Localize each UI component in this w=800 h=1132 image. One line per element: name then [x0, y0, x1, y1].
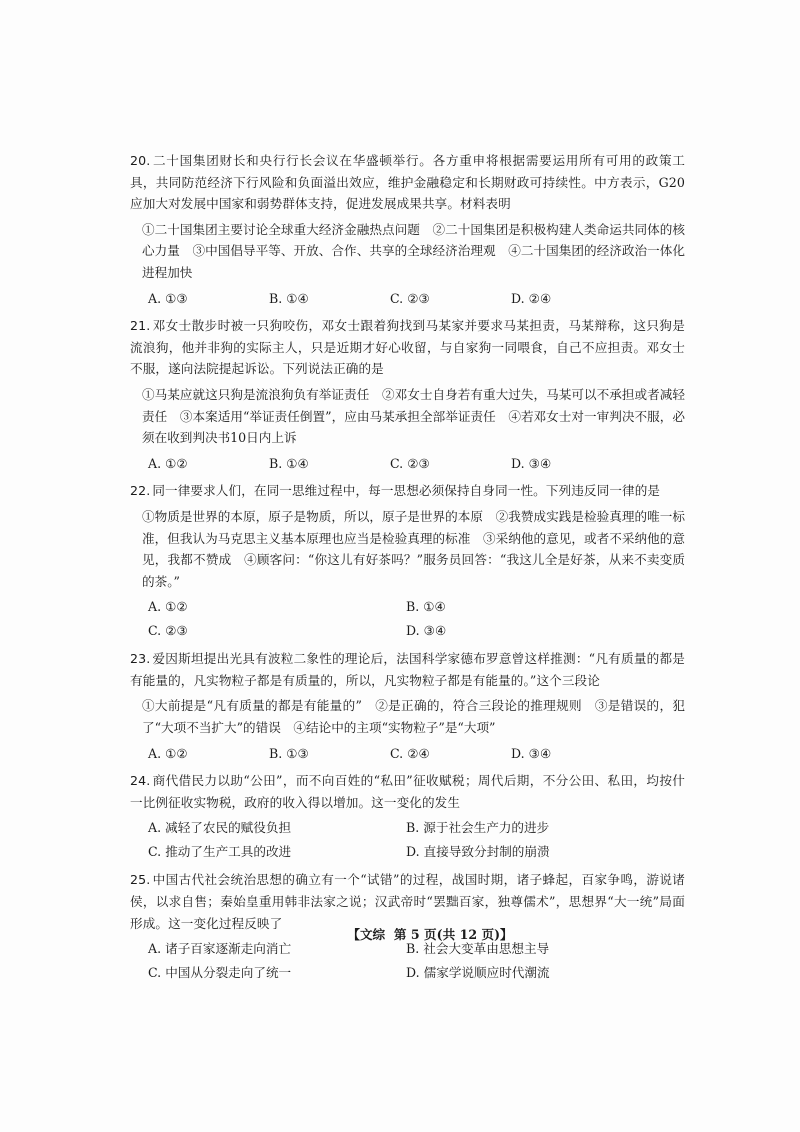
option-d[interactable]: D. ③④	[511, 745, 552, 761]
option-c[interactable]: C. 中国从分裂走向了统一	[148, 965, 292, 981]
option-d[interactable]: D. ③④	[406, 623, 447, 639]
page-footer	[0, 924, 800, 943]
footer-page-info: 第 5 页(共 12 页)	[393, 927, 501, 942]
option-b[interactable]: B. 源于社会生产力的进步	[406, 820, 550, 836]
question-stem	[130, 770, 685, 813]
option-a[interactable]: A. ①③	[148, 290, 188, 306]
answer-options	[148, 743, 685, 765]
question-text: 邓女士散步时被一只狗咬伤，邓女士跟着狗找到马某家并要求马某担责，马某辩称，这只狗是流浪狗，他并非狗的实际主人，只是近期才好心收留，与自家狗一同喂食，自己不应担责。邓女士不服，遂向法院提起诉讼。下列说法正确的是	[130, 318, 685, 377]
question-text: 二十国集团财长和央行行长会议在华盛顿举行。各方重申将根据需要运用所有可用的政策工具，共同防范经济下行风险和负面溢出效应，维护金融稳定和长期财政可持续性。中方表示，G20应加大对发展中国家和弱势群体支持，促进发展成果共享。材料表明	[130, 153, 685, 212]
question-21	[130, 315, 685, 474]
question-text: 同一律要求人们，在同一思维过程中，每一思想必须保持自身同一性。下列违反同一律的是	[152, 483, 661, 499]
question-stem	[130, 480, 685, 502]
question-text: 中国古代社会统治思想的确立有一个“试错”的过程，战国时期，诸子蜂起，百家争鸣，游说诸侯，以求自售；秦始皇重用韩非法家之说；汉武帝时“罢黜百家，独尊儒术”，思想界“大一统”局面形成。这一变化过程反映了	[130, 872, 685, 931]
statements: ①马某应就这只狗是流浪狗负有举证责任 ②邓女士自身若有重大过失，马某可以不承担或者减轻责任 ③本案适用“举证责任倒置”，应由马某承担全部举证责任 ④若邓女士对一审判决不服，必须在收到判决书10日内上诉	[142, 386, 685, 446]
option-d[interactable]: D. 儒家学说顺应时代潮流	[406, 965, 550, 981]
option-d[interactable]: D. ③④	[511, 455, 552, 471]
option-a[interactable]: A. ①②	[148, 599, 188, 615]
answer-options	[148, 817, 685, 863]
statements: ①二十国集团主要讨论全球重大经济金融热点问题 ②二十国集团是积极构建人类命运共同体的核心力量 ③中国倡导平等、开放、合作、共享的全球经济治理观 ④二十国集团的经济政治一体化进程加快	[142, 221, 685, 280]
option-b[interactable]: B. ①④	[269, 290, 309, 306]
option-c[interactable]: C. ②③	[148, 623, 188, 639]
option-c[interactable]: C. ②③	[390, 455, 430, 471]
question-stem	[130, 150, 685, 215]
answer-options	[148, 596, 685, 642]
question-number: 20.	[130, 153, 151, 168]
question-24	[130, 770, 685, 863]
option-a[interactable]: A. 减轻了农民的赋役负担	[148, 820, 292, 836]
answer-options	[148, 453, 685, 475]
question-text: 商代借民力以助“公田”，而不向百姓的“私田”征收赋税；周代后期，不分公田、私田，均按什一比例征收实物税，政府的收入得以增加。这一变化的发生	[130, 773, 685, 810]
footer-close-bracket: 】	[500, 927, 513, 942]
question-number: 21.	[130, 318, 151, 334]
question-text: 爱因斯坦提出光具有波粒二象性的理论后，法国科学家德布罗意曾这样推测：“凡有质量的都是有能量的，凡实物粒子都是有质量的，所以，凡实物粒子都是有能量的。”这个三段论	[130, 651, 685, 688]
questions-area	[130, 150, 685, 984]
option-b[interactable]: B. ①④	[406, 599, 446, 615]
question-number: 24.	[130, 773, 151, 789]
statements: ①大前提是“凡有质量的都是有能量的” ②是正确的，符合三段论的推理规则 ③是错误的，犯了“大项不当扩大”的错误 ④结论中的主项“实物粒子”是“大项”	[142, 698, 685, 736]
question-22	[130, 480, 685, 642]
answer-options	[148, 938, 685, 984]
option-b[interactable]: B. 社会大变革由思想主导	[406, 941, 550, 957]
footer-open-bracket: 【	[347, 927, 360, 942]
option-c[interactable]: C. 推动了生产工具的改进	[148, 844, 292, 860]
option-b[interactable]: B. ①③	[269, 745, 309, 761]
option-a[interactable]: A. 诸子百家逐渐走向消亡	[148, 941, 292, 957]
question-stem	[130, 315, 685, 380]
option-c[interactable]: C. ②④	[390, 745, 430, 761]
option-a[interactable]: A. ①②	[148, 745, 188, 761]
option-c[interactable]: C. ②③	[390, 290, 430, 306]
question-23	[130, 648, 685, 764]
option-d[interactable]: D. ②④	[511, 290, 552, 306]
option-d[interactable]: D. 直接导致分封制的崩溃	[406, 844, 550, 860]
option-a[interactable]: A. ①②	[148, 455, 188, 471]
question-number: 23.	[130, 651, 151, 667]
option-b[interactable]: B. ①④	[269, 455, 309, 471]
question-20	[130, 150, 685, 309]
question-number: 22.	[130, 483, 151, 499]
question-stem	[130, 648, 685, 691]
statements: ①物质是世界的本原，原子是物质，所以，原子是世界的本原 ②我赞成实践是检验真理的唯一标准，但我认为马克思主义基本原理也应当是检验真理的标准 ③采纳他的意见，或者不采纳他的意见，我都不赞成 ④顾客问：“你这儿有好茶吗？”服务员回答：“我这儿全是好茶，从来不卖变质的茶。”	[142, 508, 685, 589]
footer-subject: 文综	[359, 927, 386, 942]
question-number: 25.	[130, 872, 151, 888]
answer-options	[148, 288, 685, 310]
